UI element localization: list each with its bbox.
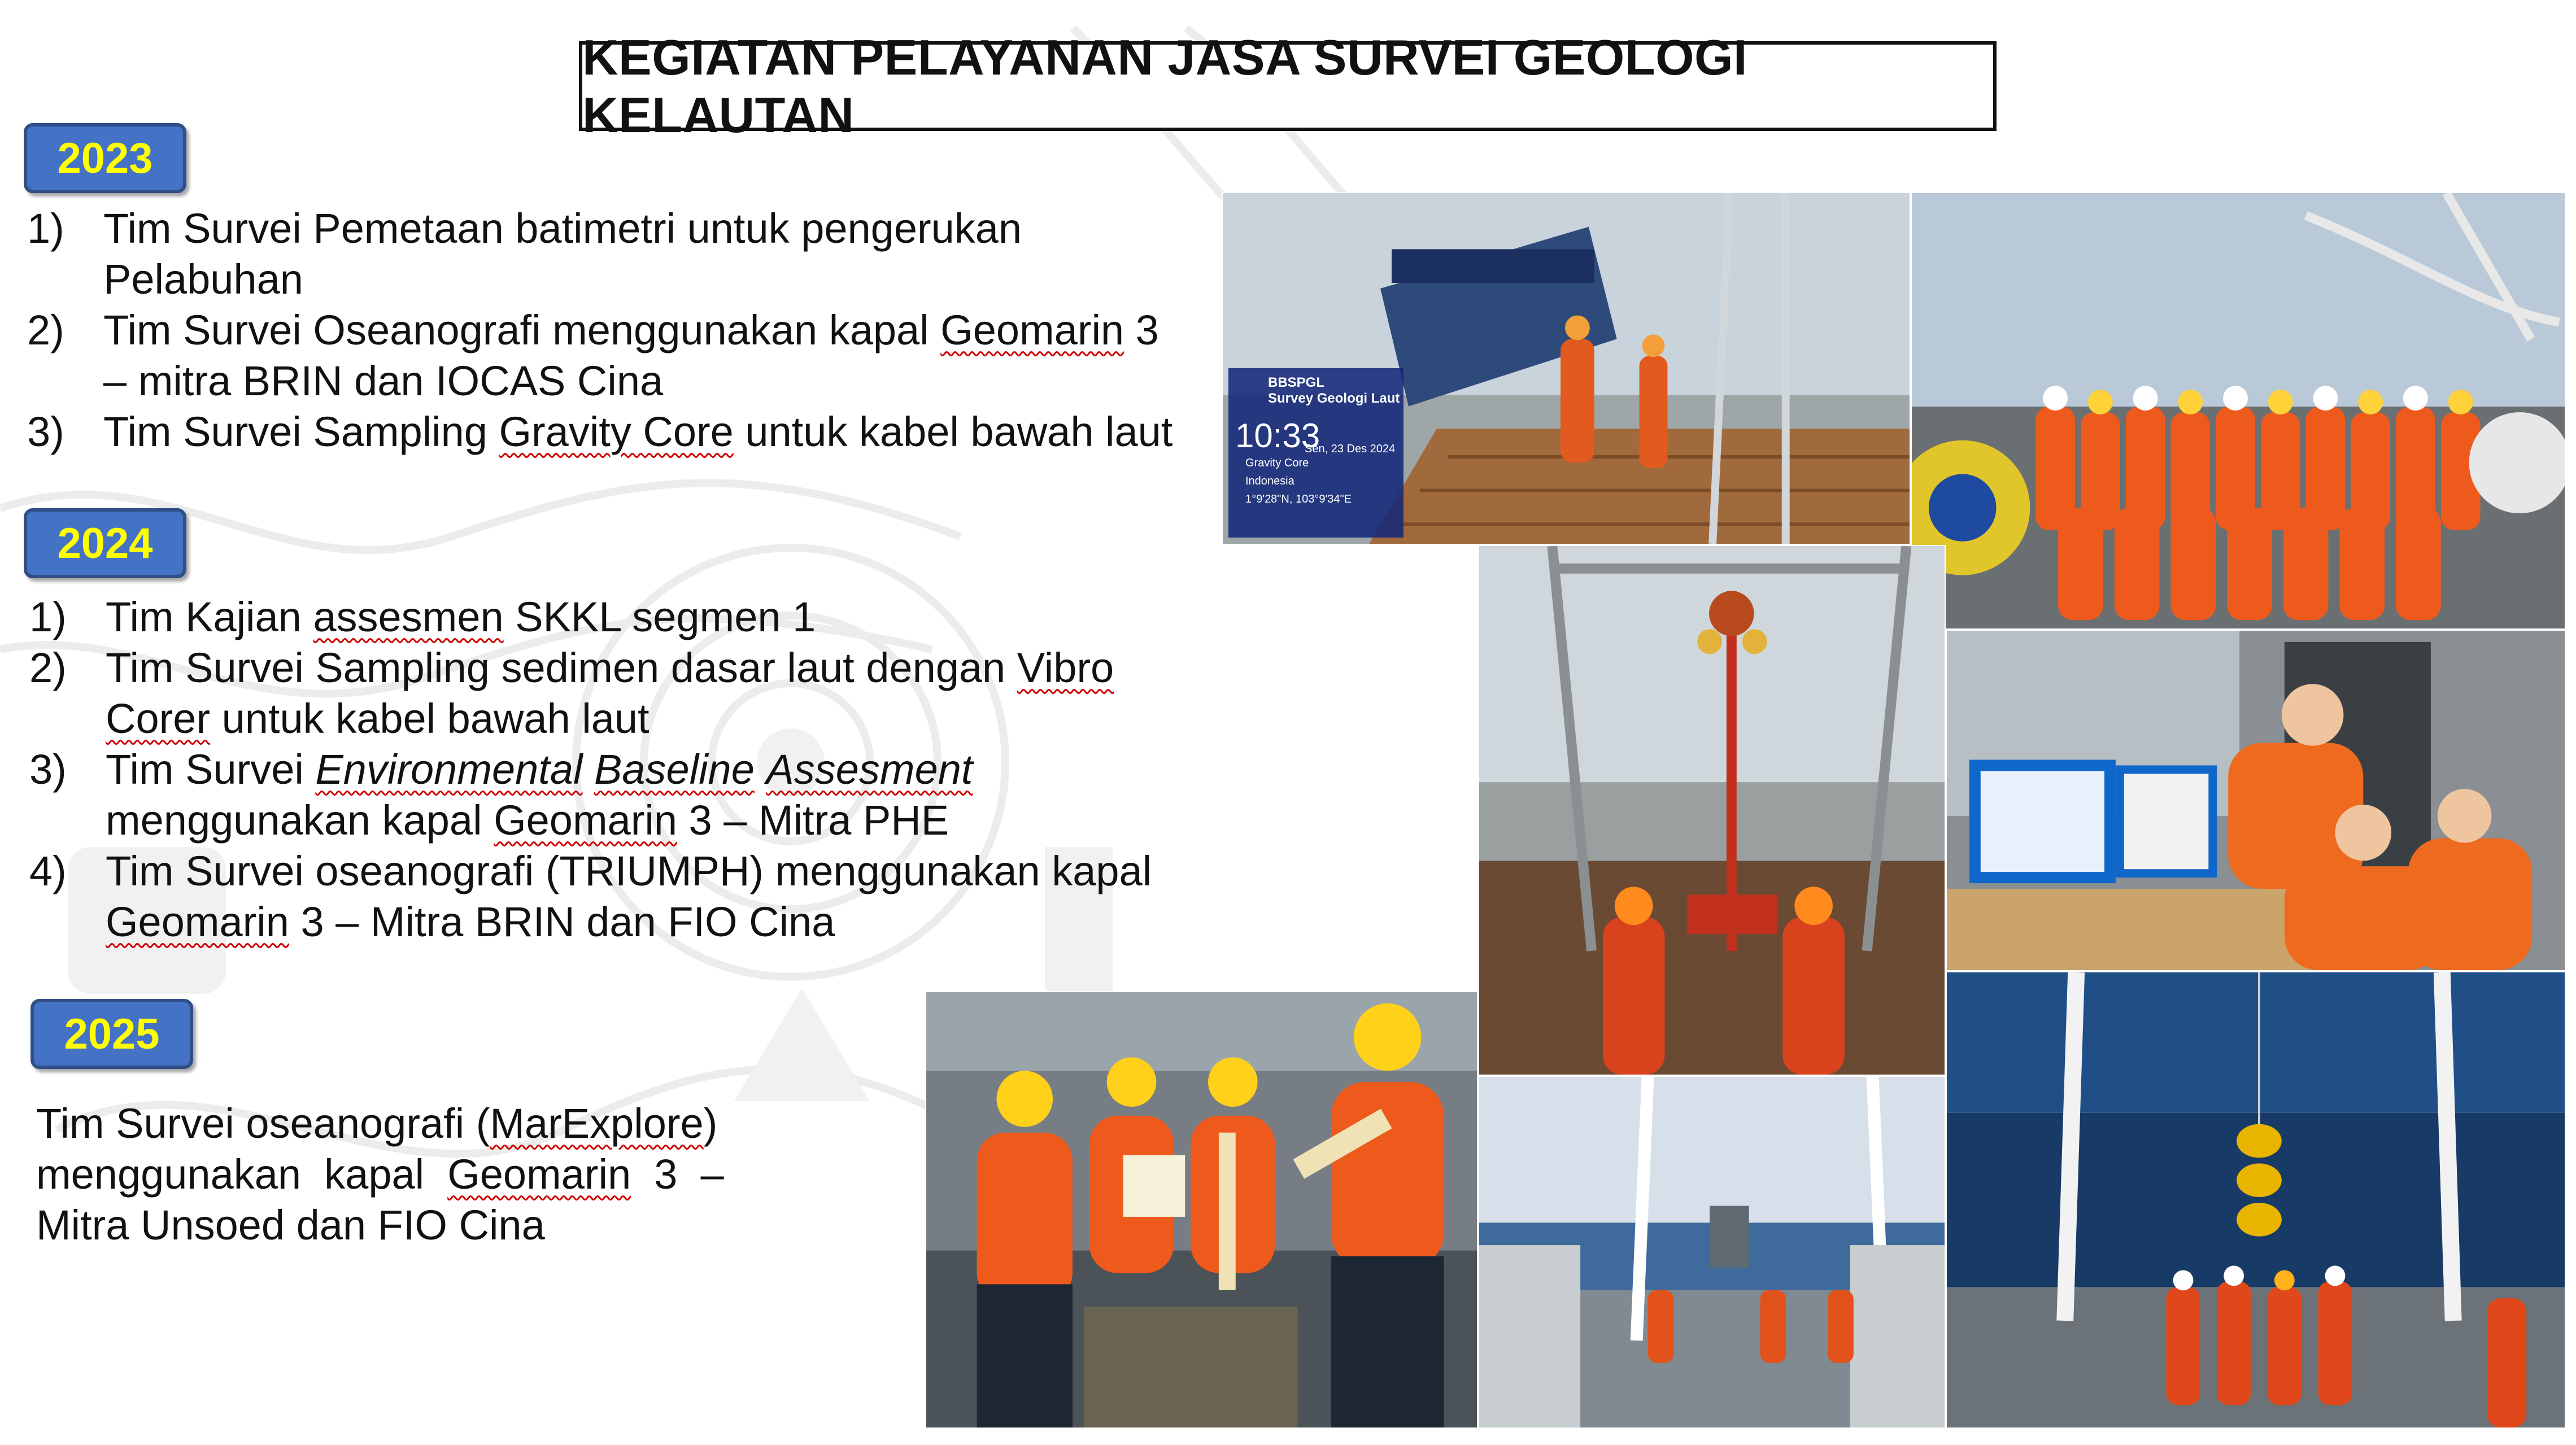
overlay-date: Sen, 23 Des 2024 (1305, 443, 1396, 455)
paragraph-2025 (36, 1098, 770, 1251)
overlay-line: 1°9'28"N, 103°9'34"E (1245, 493, 1352, 505)
para-text: ) (703, 1100, 718, 1147)
list-item (27, 203, 1213, 305)
item-text: Vibro (1017, 644, 1114, 691)
item-number: 3) (29, 746, 67, 793)
item-text: Tim Survei oseanografi (TRIUMPH) menggunakan kapal (106, 848, 1152, 894)
list-item (27, 407, 1213, 457)
item-text: assesmen (313, 593, 504, 640)
item-text: Environmental (315, 746, 583, 793)
item-number: 2) (27, 307, 64, 353)
photo-deployment-sea (1946, 971, 2566, 1429)
para-text: menggunakan kapal (36, 1151, 448, 1198)
year-label: 2025 (64, 1010, 160, 1058)
item-number: 4) (29, 848, 67, 894)
item-text: SKKL segmen 1 (503, 593, 816, 640)
item-text: Geomarin (106, 898, 289, 945)
item-text: Geomarin (494, 797, 677, 844)
photo-gravity-core (1478, 545, 1946, 1076)
item-text: – mitra BRIN dan IOCAS Cina (103, 357, 664, 404)
list-item (29, 846, 1215, 948)
overlay-subtitle: Survey Geologi Laut (1268, 391, 1400, 406)
item-text: Tim Kajian (106, 593, 313, 640)
item-text: Gravity Core (499, 408, 734, 455)
list-item (29, 643, 1215, 744)
year-label: 2023 (57, 134, 153, 182)
page-title-box (579, 29, 1997, 143)
list-2024 (29, 592, 1215, 948)
item-text: Baseline (594, 746, 755, 793)
para-text: Mitra Unsoed dan FIO Cina (36, 1202, 545, 1248)
item-number: 2) (29, 644, 67, 691)
year-label: 2024 (57, 519, 153, 567)
list-item (29, 744, 1215, 846)
para-text: MarExplore (490, 1100, 704, 1147)
photo-ctd-deck (1478, 1076, 1946, 1429)
para-text: Tim Survei oseanografi ( (36, 1100, 490, 1147)
item-text: Geomarin (940, 307, 1124, 353)
photo-sediment-core (925, 991, 1478, 1429)
item-text: 3 (1124, 307, 1159, 353)
item-text: menggunakan kapal (106, 797, 494, 844)
photo-overlay-card (1228, 368, 1403, 538)
overlay-line: Gravity Core (1245, 457, 1309, 469)
para-text: Geomarin (447, 1151, 631, 1198)
item-text: Tim Survei Sampling (103, 408, 499, 455)
photo-control-room (1946, 630, 2566, 971)
list-item (27, 305, 1213, 407)
item-text: Tim Survei (106, 746, 316, 793)
item-number: 1) (27, 205, 64, 252)
year-badge-2023 (24, 123, 186, 193)
photo-team-group (1911, 192, 2566, 630)
overlay-title: BBSPGL (1268, 375, 1325, 390)
page-title: KEGIATAN PELAYANAN JASA SURVEI GEOLOGI KELAUTAN (582, 29, 1747, 143)
item-text: Tim Survei Pemetaan batimetri untuk pengerukan (103, 205, 1022, 252)
year-badge-2025 (30, 999, 193, 1069)
overlay-line: Indonesia (1245, 475, 1294, 487)
item-text: 3 – Mitra BRIN dan FIO Cina (289, 898, 835, 945)
item-number: 3) (27, 408, 64, 455)
item-text: Pelabuhan (103, 256, 303, 303)
item-text: Corer (106, 695, 211, 742)
para-text: 3 – (631, 1151, 724, 1198)
list-2023 (27, 203, 1213, 457)
year-badge-2024 (24, 508, 186, 578)
photo-boat-deck (1222, 192, 1911, 545)
list-item (29, 592, 1215, 643)
item-text: 3 – Mitra PHE (677, 797, 949, 844)
item-number: 1) (29, 593, 67, 640)
item-text: Tim Survei Oseanografi menggunakan kapal (103, 307, 941, 353)
item-text: Assesment (766, 746, 973, 793)
overlay-time: 10:33 (1235, 417, 1320, 455)
item-text: untuk kabel bawah laut (733, 408, 1173, 455)
item-text: untuk kabel bawah laut (210, 695, 650, 742)
item-text: Tim Survei Sampling sedimen dasar laut dengan (106, 644, 1017, 691)
